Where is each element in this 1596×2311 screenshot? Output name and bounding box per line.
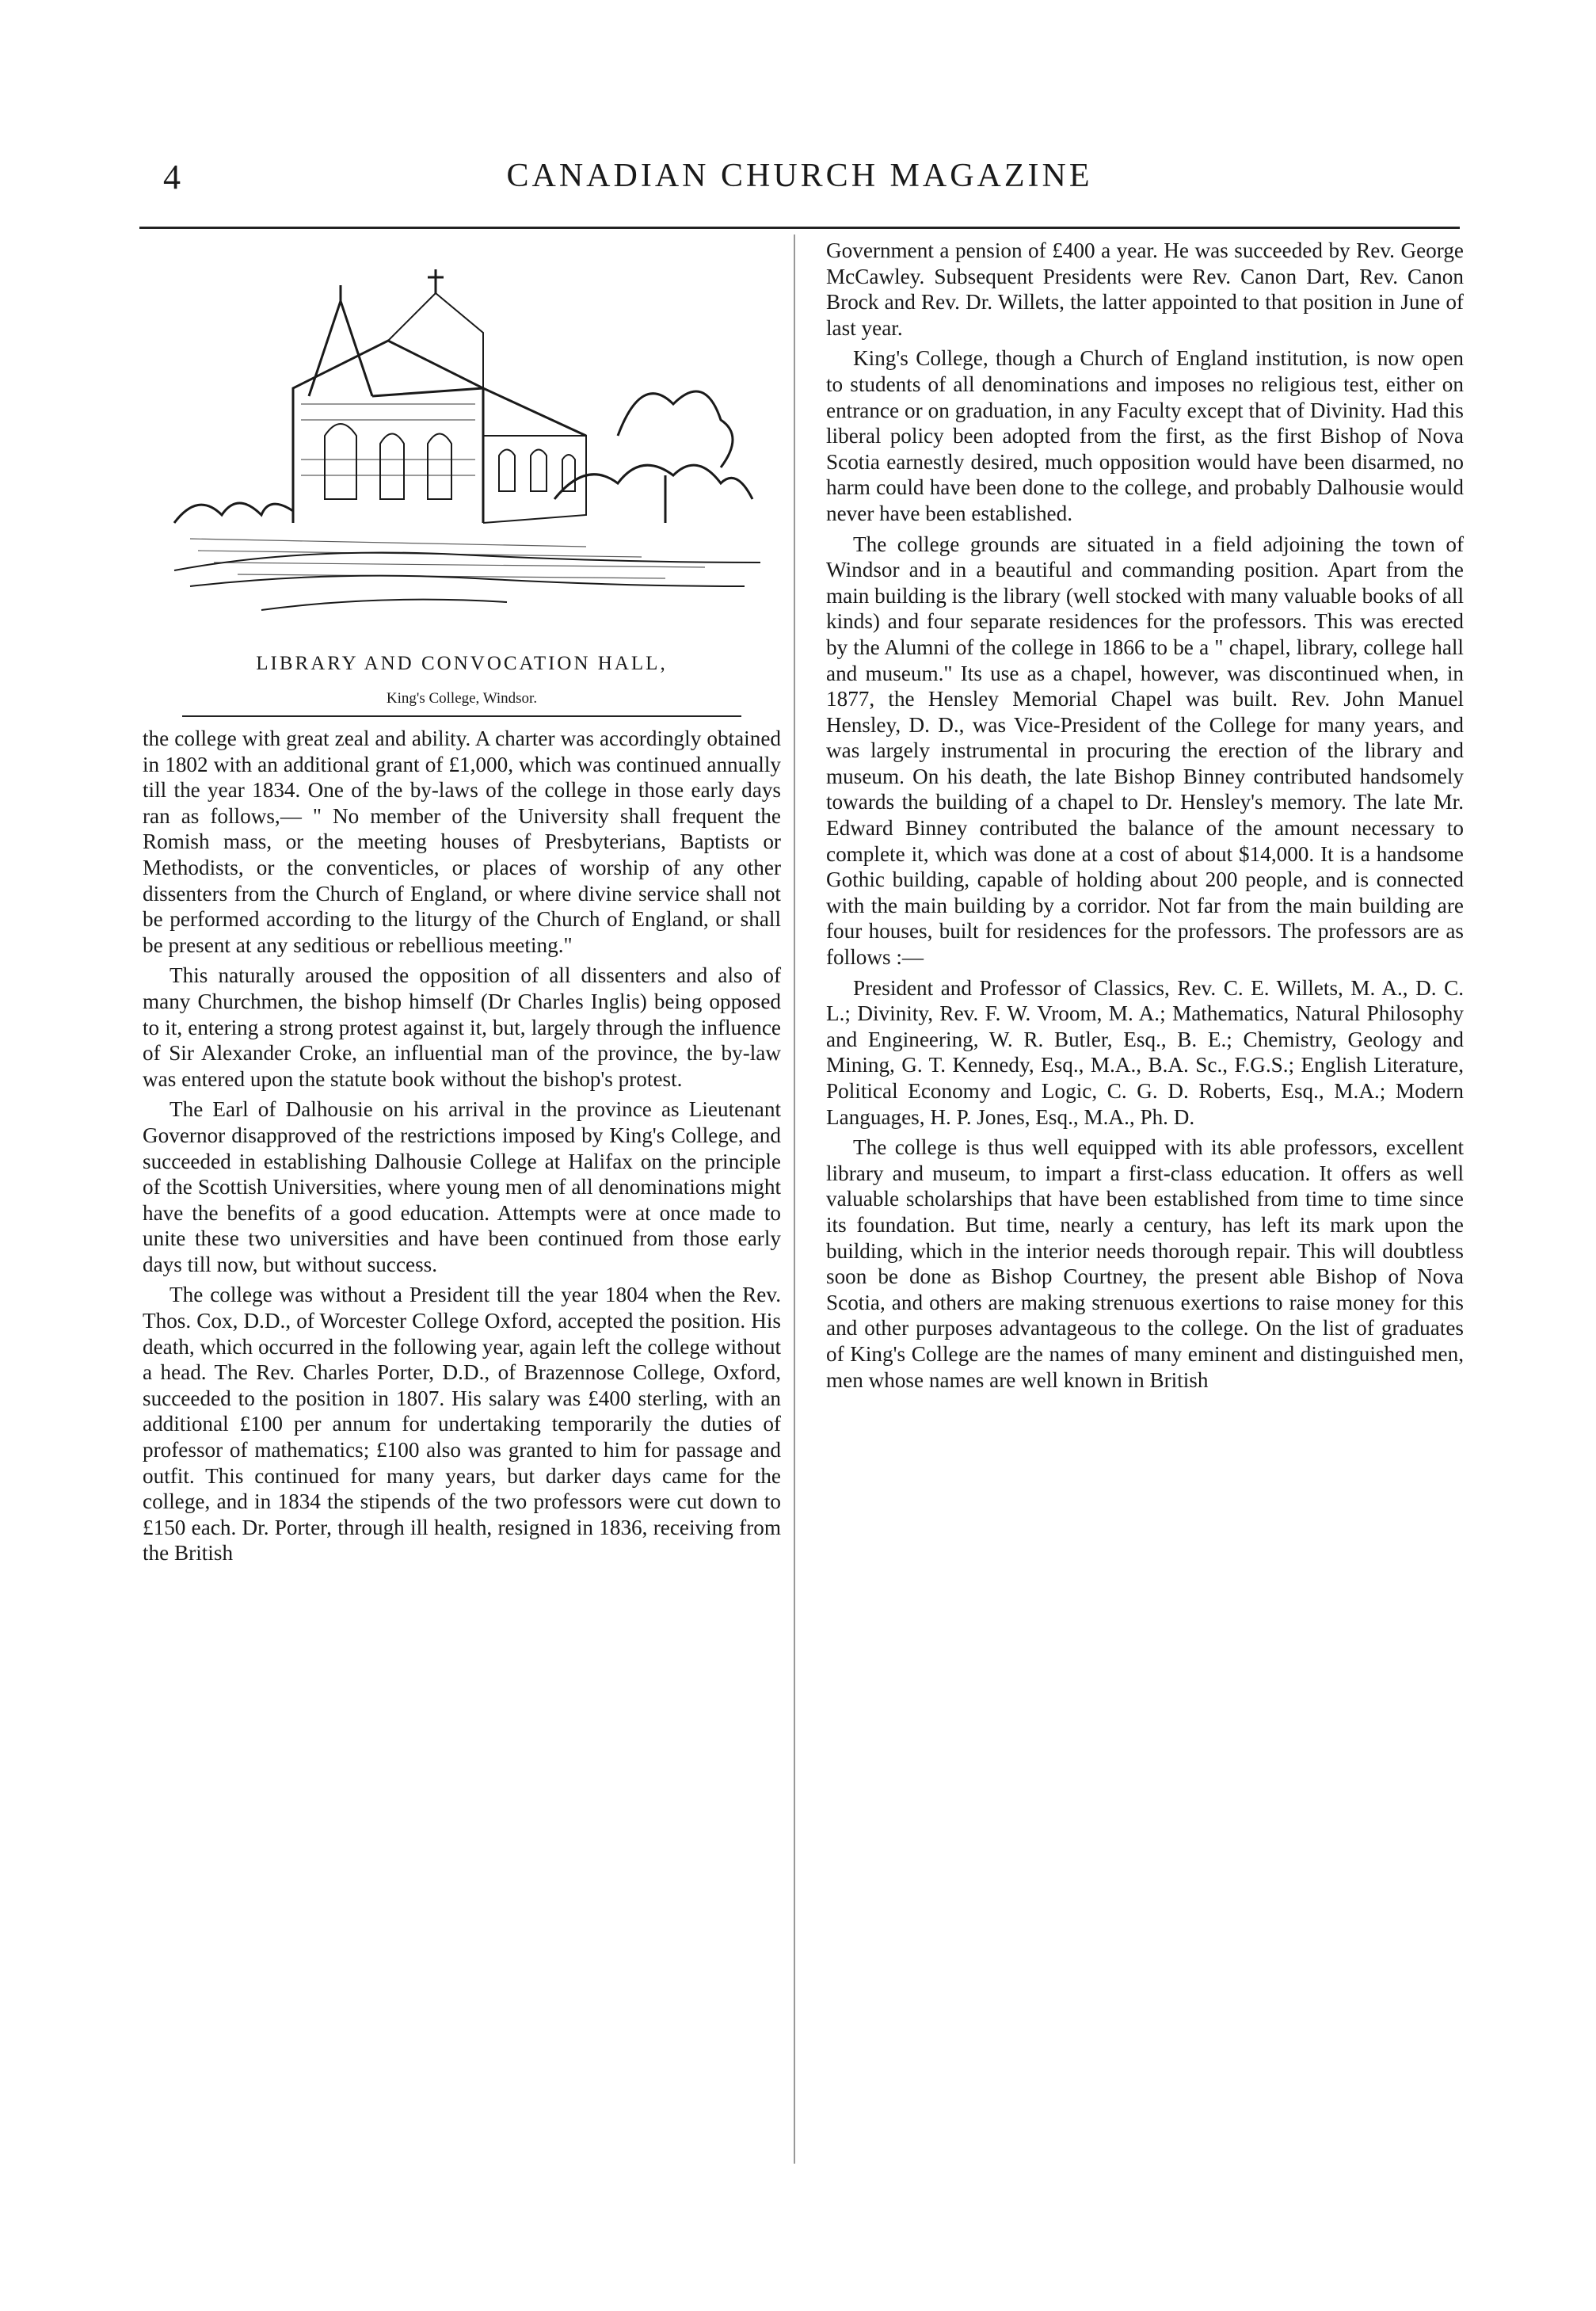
header-rule [139, 227, 1460, 229]
column-divider [794, 235, 795, 2164]
figure-rule [182, 715, 741, 717]
paragraph: King's College, though a Church of England institution, is now open to students of all denominations and imposes no religious test, either on entrance or on graduation, in any Faculty except that of Divinity. Had this liberal policy been adopted from the first, as the first Bishop of Nova Scotia earnestly desired, much opposition would have been disarmed, no harm could have been done to the college, and probably Dalhousie would never have been established. [826, 346, 1464, 525]
library-engraving [143, 238, 781, 642]
paragraph: The Earl of Dalhousie on his arrival in the province as Lieutenant Governor disapproved of the restrictions imposed by King's College, and succeeded in establishing Dalhousie College at Halifax on the principle of the Scottish Universities, where young men of all denominations might have the benefits of a good education. Attempts were at once made to unite these two universities and have been continued from those early days till now, but without success. [143, 1097, 781, 1276]
left-column [143, 238, 781, 1566]
paragraph: This naturally aroused the opposition of all dissenters and also of many Churchmen, the bishop himself (Dr Charles Inglis) being opposed to it, entering a strong protest against it, but, largely through the influence of Sir Alexander Croke, an influential man of the province, the by-law was entered upon the statute book without the bishop's protest. [143, 963, 781, 1091]
paragraph: The college grounds are situated in a field adjoining the town of Windsor and in a beautiful and commanding position. Apart from the main building is the library (well stocked with many valuable books of all kinds) and four separate residences for the professors. This was erected by the Alumni of the college in 1866 to be a " chapel, library, college hall and museum." Its use as a chapel, however, was discontinued when, in 1877, the Hensley Memorial Chapel was built. Rev. John Manuel Hensley, D. D., was Vice-President of the College for many years, and was largely instrumental in procuring the erection of the library and museum. On his death, the late Bishop Binney contributed handsomely towards the building of a chapel to Dr. Hensley's memory. The late Mr. Edward Binney contributed the balance of the amount necessary to complete it, which was done at a cost of about $14,000. It is a handsome Gothic building, capable of holding about 200 people, and is connected with the main building by a corridor. Not far from the main building are four houses, built for residences for the professors. The professors are as follows :— [826, 532, 1464, 970]
paragraph: Government a pension of £400 a year. He was succeeded by Rev. George McCawley. Subsequent Presidents were Rev. Canon Dart, Rev. Canon Brock and Rev. Dr. Willets, the latter appointed to that position in June of last year. [826, 238, 1464, 340]
page-number: 4 [163, 158, 181, 196]
paragraph: President and Professor of Classics, Rev. C. E. Willets, M. A., D. C. L.; Divinity, Rev. F. W. Vroom, M. A.; Mathematics, Natural Philosophy and Engineering, W. R. Butler, Esq., B. E.; Chemistry, Geology and Mining, G. T. Kennedy, Esq., M.A., B.A. Sc., F.G.S.; English Literature, Political Economy and Logic, C. G. D. Roberts, Esq., M.A.; Modern Languages, H. P. Jones, Esq., M.A., Ph. D. [826, 975, 1464, 1129]
magazine-title: CANADIAN CHURCH MAGAZINE [506, 158, 1093, 194]
paragraph: The college was without a President till the year 1804 when the Rev. Thos. Cox, D.D., of Worcester College Oxford, accepted the position. His death, which occurred in the following year, again left the college without a head. The Rev. Charles Porter, D.D., of Brazennose College, Oxford, succeeded to the position in 1807. His salary was £400 sterling, with an additional £100 per annum for undertaking temporarily the duties of professor of mathematics; £100 also was granted to him for passage and outfit. This continued for many years, but darker days came for the college, and in 1834 the stipends of the two professors were cut down to £150 each. Dr. Porter, through ill health, resigned in 1836, receiving from the British [143, 1283, 781, 1565]
figure-caption-subtitle: King's College, Windsor. [386, 690, 538, 707]
right-column [826, 238, 1464, 1393]
figure-caption-title: LIBRARY AND CONVOCATION HALL, [256, 653, 668, 674]
paragraph: The college is thus well equipped with its able professors, excellent library and museum, to impart a first-class education. It offers as well valuable scholarships that have been established from time to time since its foundation. But time, nearly a century, has left its mark upon the building, which in the interior needs thorough repair. This will doubtless soon be done as Bishop Courtney, the present able Bishop of Nova Scotia, and others are making strenuous exertions to raise money for this and other purposes advantageous to the college. On the list of graduates of King's College are the names of many eminent and distinguished men, men whose names are well known in British [826, 1135, 1464, 1392]
paragraph: the college with great zeal and ability. A charter was accordingly obtained in 1802 with an additional grant of £1,000, which was continued annually till the year 1834. One of the by-laws of the college in those early days ran as follows,— " No member of the University shall frequent the Romish mass, or the meeting houses of Presbyterians, Baptists or Methodists, or the conventicles, or places of worship of any other dissenters from the Church of England, or where divine service shall not be performed according to the liturgy of the Church of England, or shall be present at any seditious or rebellious meeting." [143, 726, 781, 957]
running-header [139, 157, 1460, 212]
library-illustration [143, 238, 781, 718]
